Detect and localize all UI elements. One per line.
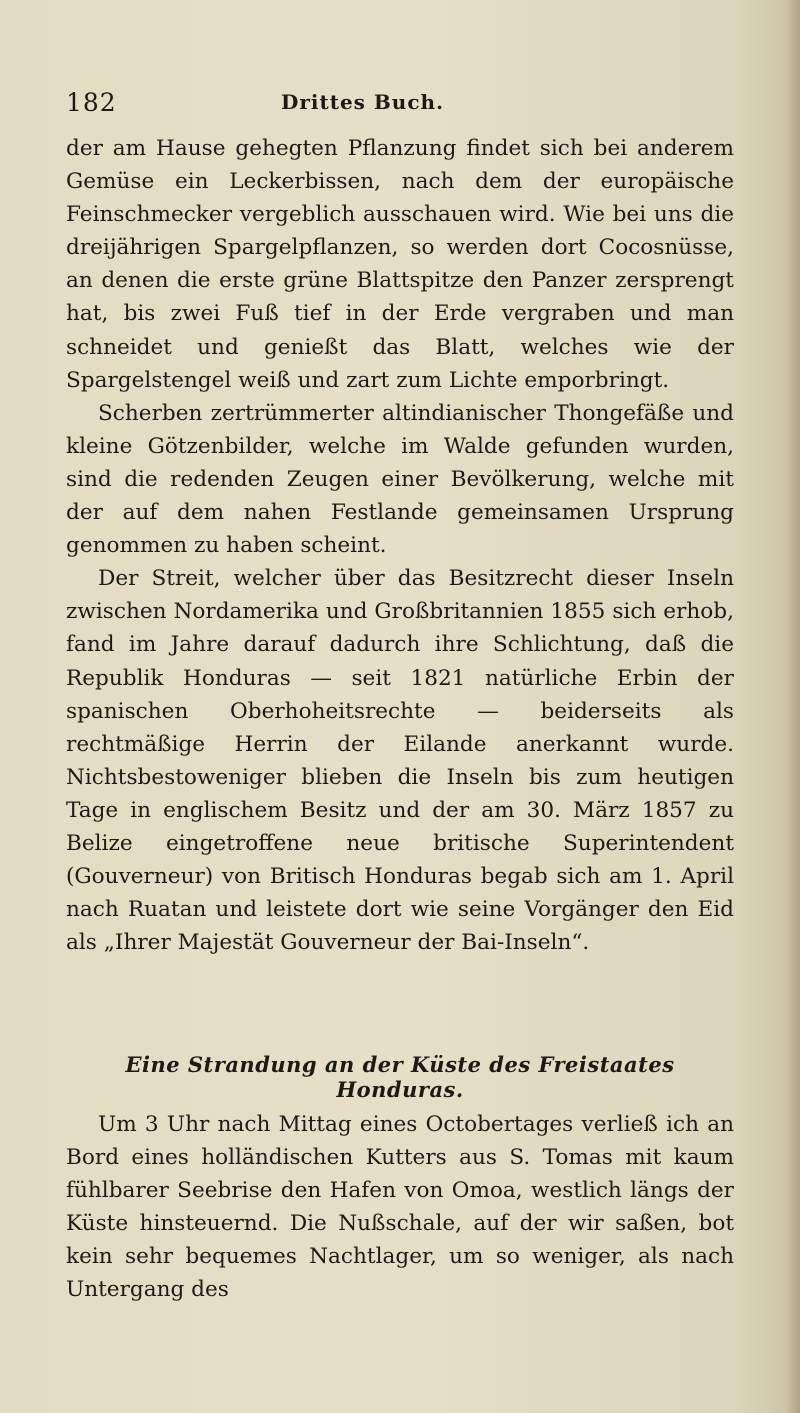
- body-text: [66, 132, 734, 959]
- running-head: [66, 88, 734, 122]
- paragraph: Um 3 Uhr nach Mittag eines Octobertages verließ ich an Bord eines holländischen Kutters aus S. Tomas mit kaum fühlbarer Seebrise den Hafen von Omoa, westlich längs der Küste hinsteuernd. Die Nußschale, auf der wir saßen, bot kein sehr bequemes Nachtlager, um so weniger, als nach Untergang des: [66, 1112, 734, 1303]
- paragraph: Der Streit, welcher über das Besitzrecht dieser Inseln zwischen Nordamerika und Großbritannien 1855 sich erhob, fand im Jahre darauf dadurch ihre Schlichtung, daß die Republik Honduras — seit 1821 natürliche Erbin der spanischen Oberhoheitsrechte — beiderseits als rechtmäßige Herrin der Eilande anerkannt wurde. Nichtsbestoweniger blieben die Inseln bis zum heutigen Tage in englischem Besitz und der am 30. März 1857 zu Belize eingetroffene neue britische Superintendent (Gouverneur) von Britisch Honduras begab sich am 1. April nach Ruatan und leistete dort wie seine Vorgänger den Eid als „Ihrer Majestät Gouverneur der Bai-Inseln“.: [66, 566, 734, 956]
- paragraph: der am Hause gehegten Pflanzung findet sich bei anderem Gemüse ein Leckerbissen, nach dem der europäische Feinschmecker vergeblich ausschauen wird. Wie bei uns die dreijährigen Spargelpflanzen, so werden dort Cocosnüsse, an denen die erste grüne Blattspitze den Panzer zersprengt hat, bis zwei Fuß tief in der Erde vergraben und man schneidet und genießt das Blatt, welches wie der Spargelstengel weiß und zart zum Lichte emporbringt.: [66, 136, 734, 393]
- page-number: 182: [66, 88, 117, 117]
- paragraph: Scherben zertrümmerter altindianischer Thongefäße und kleine Götzenbilder, welche im Walde gefunden wurden, sind die redenden Zeugen einer Bevölkerung, welche mit der auf dem nahen Festlande gemeinsamen Ursprung genommen zu haben scheint.: [66, 400, 734, 559]
- page-edge-shadow: [786, 0, 800, 1413]
- section-heading: Eine Strandung an der Küste des Freistaates Honduras.: [125, 1052, 675, 1102]
- section-body-text: [66, 1108, 734, 1307]
- running-title: Drittes Buch.: [281, 90, 445, 114]
